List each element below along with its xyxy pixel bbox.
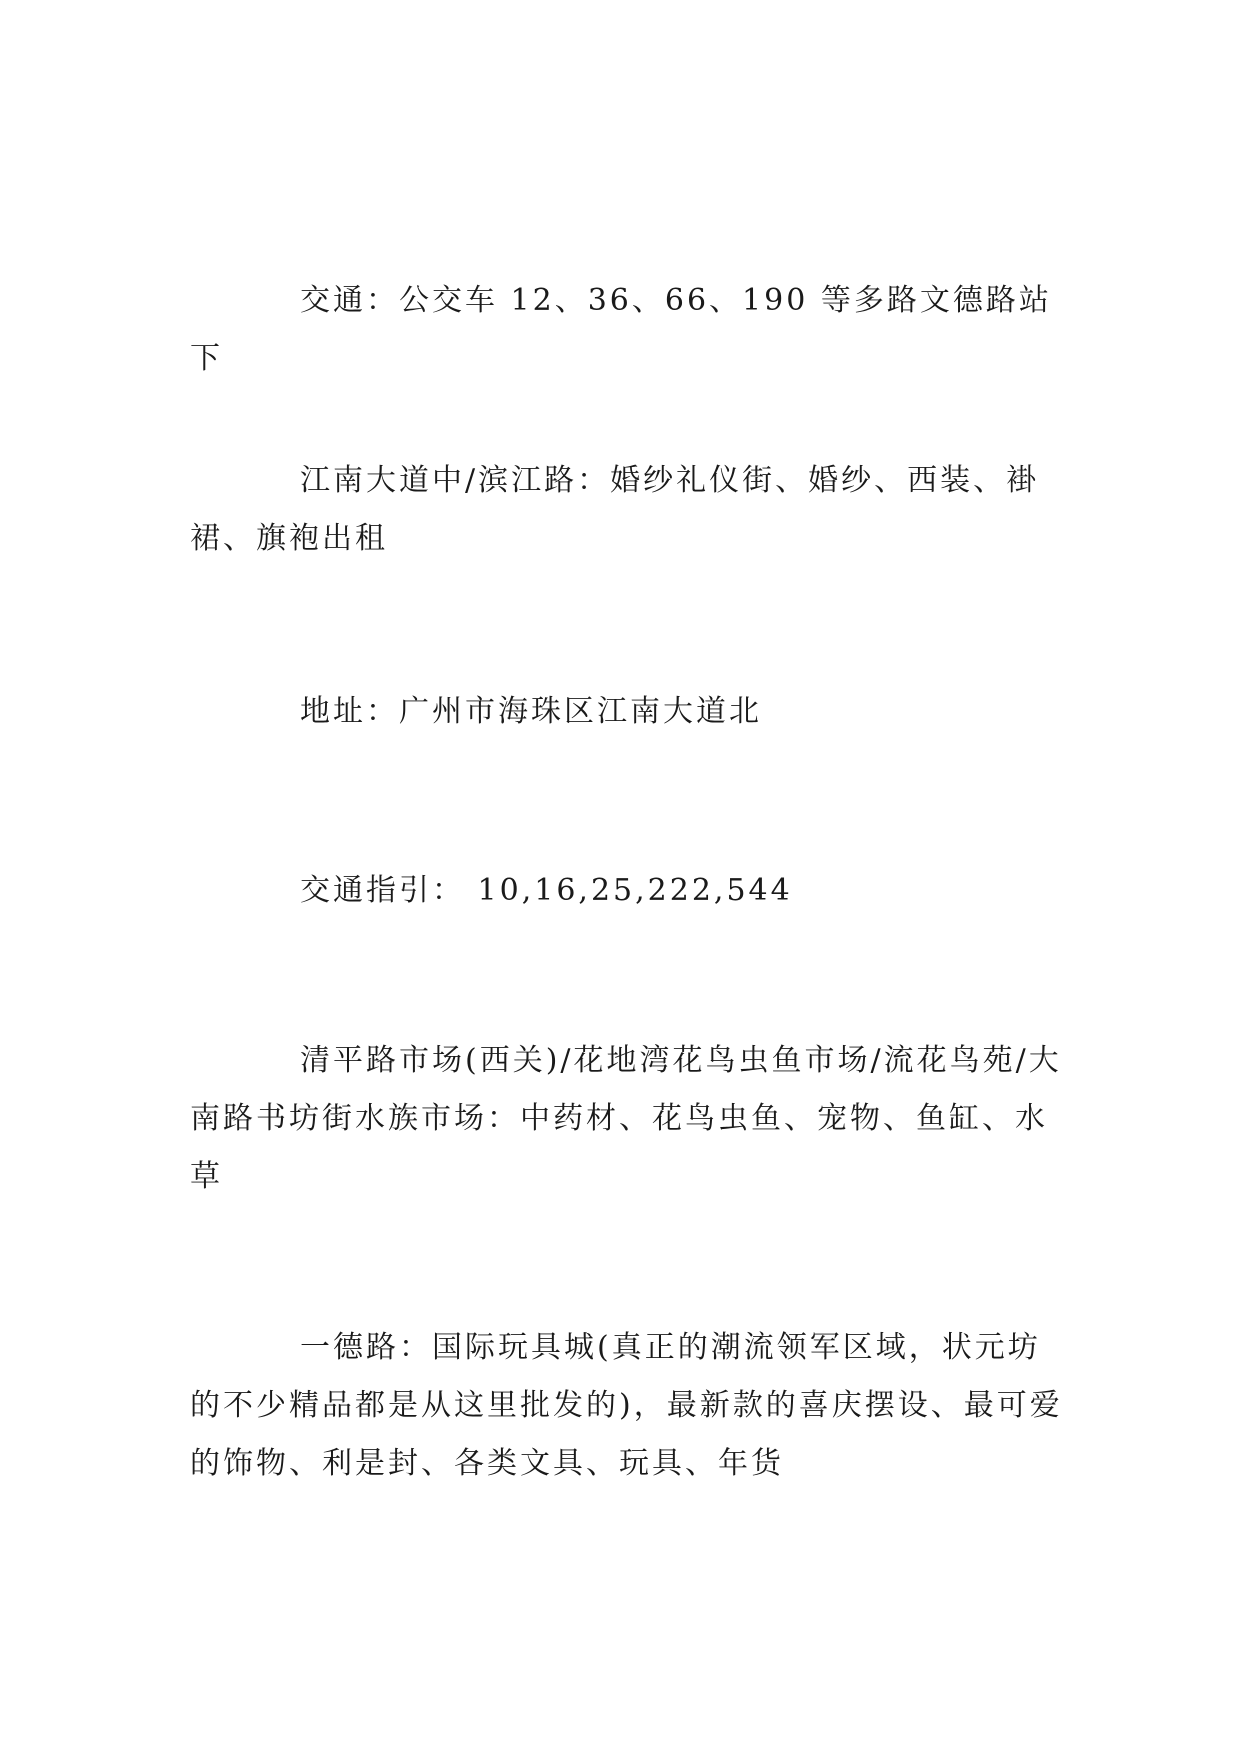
paragraph-transit-guide: 交通指引： 10,16,25,222,544 [300, 873, 793, 908]
paragraph-flower-bird-market: 清平路市场(西关)/花地湾花鸟虫鱼市场/流花鸟苑/大南路书坊街水族市场：中药材、花鸟虫鱼、宠物、鱼缸、水草 [190, 1043, 1062, 1194]
paragraph-transit-bus: 交通：公交车 12、36、66、190 等多路文德路站下 [190, 283, 1052, 376]
paragraph-address: 地址：广州市海珠区江南大道北 [300, 694, 762, 729]
paragraph-wedding-street: 江南大道中/滨江路：婚纱礼仪街、婚纱、西装、褂裙、旗袍出租 [190, 463, 1040, 556]
paragraph-toy-city: 一德路：国际玩具城(真正的潮流领军区域，状元坊的不少精品都是从这里批发的)，最新款的喜庆摆设、最可爱的饰物、利是封、各类文具、玩具、年货 [190, 1330, 1063, 1481]
